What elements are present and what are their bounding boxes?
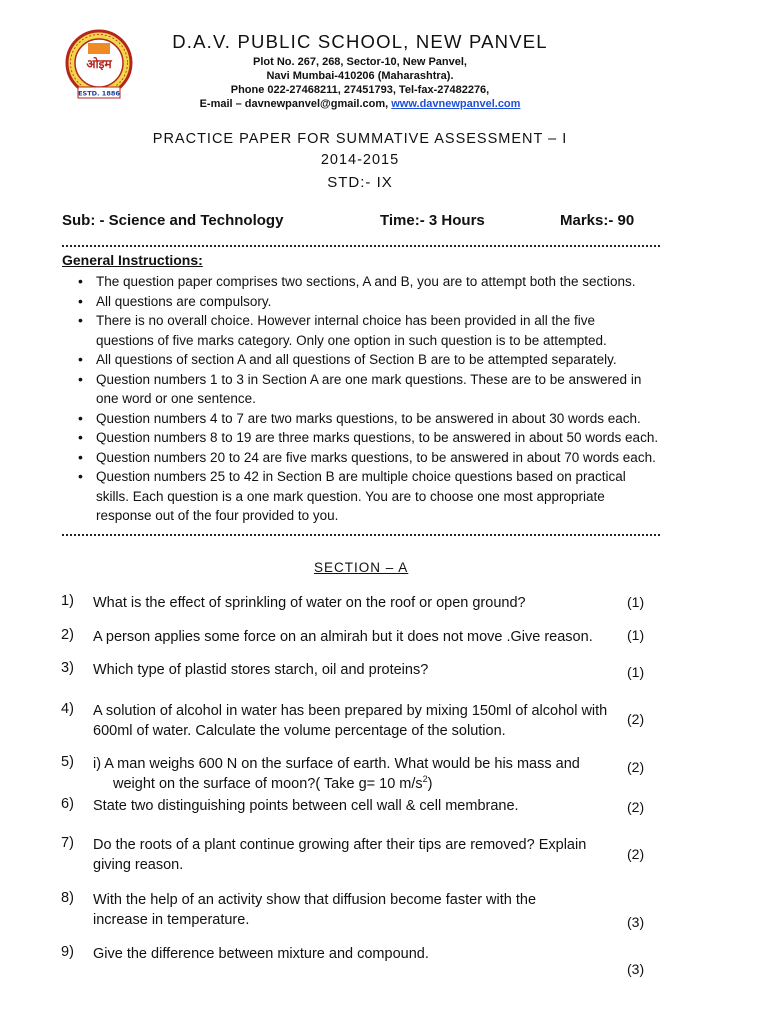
marks-label: Marks:- 90 — [560, 212, 635, 229]
email-text: E-mail – davnewpanvel@gmail.com, — [199, 98, 392, 110]
paper-year: 2014-2015 — [320, 152, 400, 168]
address-line-3: Phone 022-27468211, 27451793, Tel-fax-27482276, — [230, 84, 490, 96]
instruction-item: • The question paper comprises two sections, A and B, you are to attempt both the sections. — [78, 272, 678, 292]
time-label: Time:- 3 Hours — [380, 212, 485, 229]
question-text: Do the roots of a plant continue growing after their tips are removed? Explain giving reason. — [93, 837, 587, 873]
question-marks: (1) — [627, 664, 645, 680]
logo-year: ESTD. 1886 — [78, 89, 120, 98]
question-number: 1) — [61, 593, 74, 609]
question-marks: (2) — [627, 846, 645, 862]
paper-std: STD:- IX — [327, 174, 393, 191]
subject-label: Sub: - Science and Technology — [62, 212, 284, 229]
school-emblem-icon — [64, 28, 134, 102]
question-marks: (2) — [627, 759, 645, 775]
question-text: Which type of plastid stores starch, oil and proteins? — [93, 662, 429, 678]
question-text: State two distinguishing points between cell wall & cell membrane. — [93, 798, 519, 814]
question-number: 3) — [61, 660, 74, 676]
address-line-1: Plot No. 267, 268, Sector-10, New Panvel, — [253, 56, 467, 68]
instructions-heading: General Instructions: — [62, 252, 203, 268]
question-text: A person applies some force on an almirah but it does not move .Give reason. — [93, 629, 593, 645]
question-text: Give the difference between mixture and compound. — [93, 946, 429, 962]
question-number: 9) — [61, 944, 74, 960]
address-line-2: Navi Mumbai-410206 (Maharashtra). — [266, 70, 454, 82]
question-marks: (3) — [627, 961, 645, 977]
instruction-item: • All questions of section A and all questions of Section B are to be attempted separately. — [78, 350, 678, 370]
paper-title: PRACTICE PAPER FOR SUMMATIVE ASSESSMENT – I — [152, 131, 568, 147]
instruction-item: • There is no overall choice. However internal choice has been provided in all the five questions of five marks category. Only one option in such question is to be attempted. — [78, 311, 616, 350]
question-number: 7) — [61, 835, 74, 851]
instructions-list — [78, 272, 678, 526]
question-number: 5) — [61, 754, 74, 770]
instruction-item: • Question numbers 20 to 24 are five marks questions, to be answered in about 70 words each. — [78, 448, 678, 468]
question-number: 6) — [61, 796, 74, 812]
logo-monogram: ओइम — [86, 57, 112, 71]
instruction-item: • Question numbers 25 to 42 in Section B are multiple choice questions based on practical skills. Each question is a one mark question. You are to choose one most appropriate response out of the four provided to you. — [78, 467, 636, 526]
school-name: D.A.V. PUBLIC SCHOOL, NEW PANVEL — [172, 31, 548, 52]
question-number: 4) — [61, 701, 74, 717]
divider-bottom — [62, 534, 660, 536]
question-marks: (3) — [627, 914, 645, 930]
question-marks: (1) — [627, 627, 645, 643]
question-text: With the help of an activity show that diffusion become faster with the increase in temperature. — [93, 892, 537, 928]
instruction-item: • Question numbers 8 to 19 are three marks questions, to be answered in about 50 words each. — [78, 428, 678, 448]
section-a-heading: SECTION – A — [314, 560, 409, 575]
question-text: A solution of alcohol in water has been prepared by mixing 150ml of alcohol with 600ml of water. Calculate the volume percentage of the solution. — [93, 703, 608, 739]
instruction-item: • All questions are compulsory. — [78, 292, 678, 312]
question-text-continued: weight on the surface of moon?( Take g= 10 $m/s^2$) — [113, 774, 433, 792]
website-link[interactable]: www.davnewpanvel.com — [391, 98, 521, 110]
question-marks: (2) — [627, 711, 645, 727]
question-text: i) A man weighs 600 N on the surface of earth. What would be his mass and — [93, 756, 580, 772]
question-number: 8) — [61, 890, 74, 906]
divider-top — [62, 245, 660, 247]
instruction-item: • Question numbers 4 to 7 are two marks questions, to be answered in about 30 words each. — [78, 409, 678, 429]
contact-line — [150, 98, 570, 112]
school-logo — [64, 28, 134, 102]
question-number: 2) — [61, 627, 74, 643]
question-marks: (1) — [627, 594, 645, 610]
question-text: What is the effect of sprinkling of water on the roof or open ground? — [93, 595, 526, 611]
instruction-item: • Question numbers 1 to 3 in Section A are one mark questions. These are to be answered in one word or one sentence. — [78, 370, 656, 409]
question-marks: (2) — [627, 799, 645, 815]
